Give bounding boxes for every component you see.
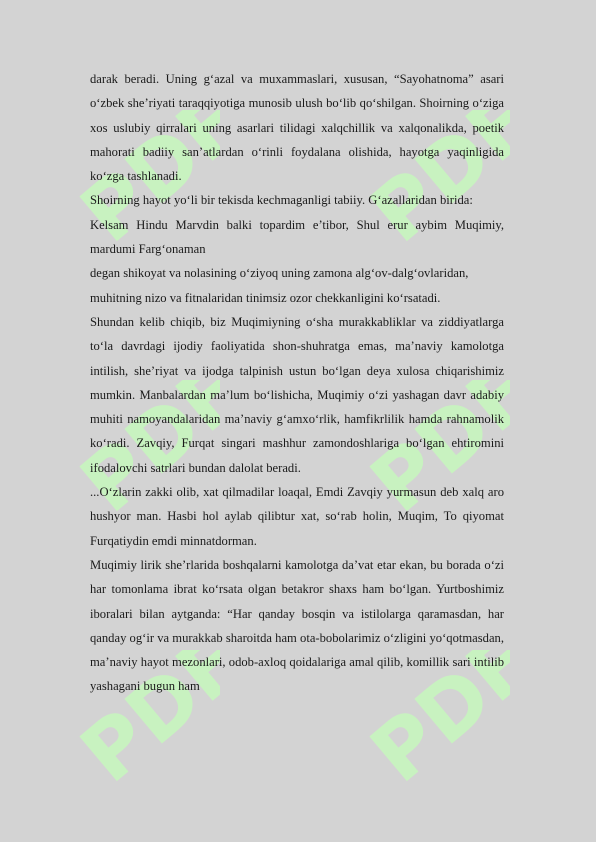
paragraph: Shoirning hayot yo‘li bir tekisda kechmaganligi tabiiy. G‘azallaridan birida: xyxy=(90,193,473,208)
paragraph: Shundan kelib chiqib, biz Muqimiyning o‘sha murakkabliklar va ziddiyatlarga to‘la davrdagi ijodiy faoliyatida shon-shuhratga emas, ma’naviy kamolotga intilish, she’riyat va ijodga talpinish ustun bo‘lgan deya xulosa chiqarishimiz mumkin. Manbalardan ma’lum bo‘lishicha, Muqimiy o‘zi yashagan davr adabiy muhiti namoyandalaridan ma’naviy g‘amxo‘rlik, hamfikrlilik hamda rahnamolik ko‘radi. Zavqiy, Furqat singari mashhur zamondoshlariga bo‘lgan ehtiromini ifodalovchi satrlari bundan dalolat beradi. xyxy=(90,314,504,475)
svg-text:PDF: PDF xyxy=(360,110,510,260)
paragraph: Muqimiy lirik she’rlarida boshqalarni kamolotga da’vat etar ekan, bu borada o‘zi har tomonlama ibrat ko‘rsata olgan betakror shaxs ham bo‘lgan. Yurtboshimiz iboralari bilan aytganda: “Har qanday bosqin va istilolarga qaramasdan, har qanday og‘ir va murakkab sharoitda ham ota-bobolarimiz o‘zligini yo‘qotmasdan, ma’naviy hayot mezonlari, odob-axloq qoidalariga amal qilib, komillik sari intilib yashagani bugun ham xyxy=(90,557,504,694)
body-text xyxy=(90,67,504,699)
svg-text:PDF: PDF xyxy=(360,650,510,800)
poem-line: degan shikoyat va nolasining o‘ziyoq uning zamona alg‘ov-dalg‘ovlaridan, xyxy=(90,266,469,281)
svg-text:PDF: PDF xyxy=(70,110,220,260)
svg-text:PDF: PDF xyxy=(70,650,220,800)
poem-quote: ...O‘zlarin zakki olib, xat qilmadilar loaqal, Emdi Zavqiy yurmasun deb xalq aro hushyor man. Hasbi hol aylab qilibtur xat, so‘rab holin, Muqim, To qiyomat Furqatiydin emdi minnatdorman. xyxy=(90,485,504,548)
paragraph: darak beradi. Uning g‘azal va muxammaslari, xususan, “Sayohatnoma” asari o‘zbek she’riyati taraqqiyotiga munosib ulush bo‘lib qo‘shilgan. Shoirning o‘ziga xos uslubiy qirralari uning asarlari tilidagi xalqchillik va xalqonalikda, poetik mahorati badiiy san’atlardan o‘rinli foydalana olishida, hayotga yaqinligida ko‘zga tashlanadi. xyxy=(90,72,504,184)
svg-text:PDF: PDF xyxy=(360,380,510,530)
poem-line: Kelsam Hindu Marvdin balki topardim e’tibor, Shul erur aybim Muqimiy, mardumi Farg‘onaman xyxy=(90,217,504,257)
svg-text:PDF: PDF xyxy=(70,380,220,530)
paragraph: muhitning nizo va fitnalaridan tinimsiz ozor chekkanligini ko‘rsatadi. xyxy=(90,290,441,305)
